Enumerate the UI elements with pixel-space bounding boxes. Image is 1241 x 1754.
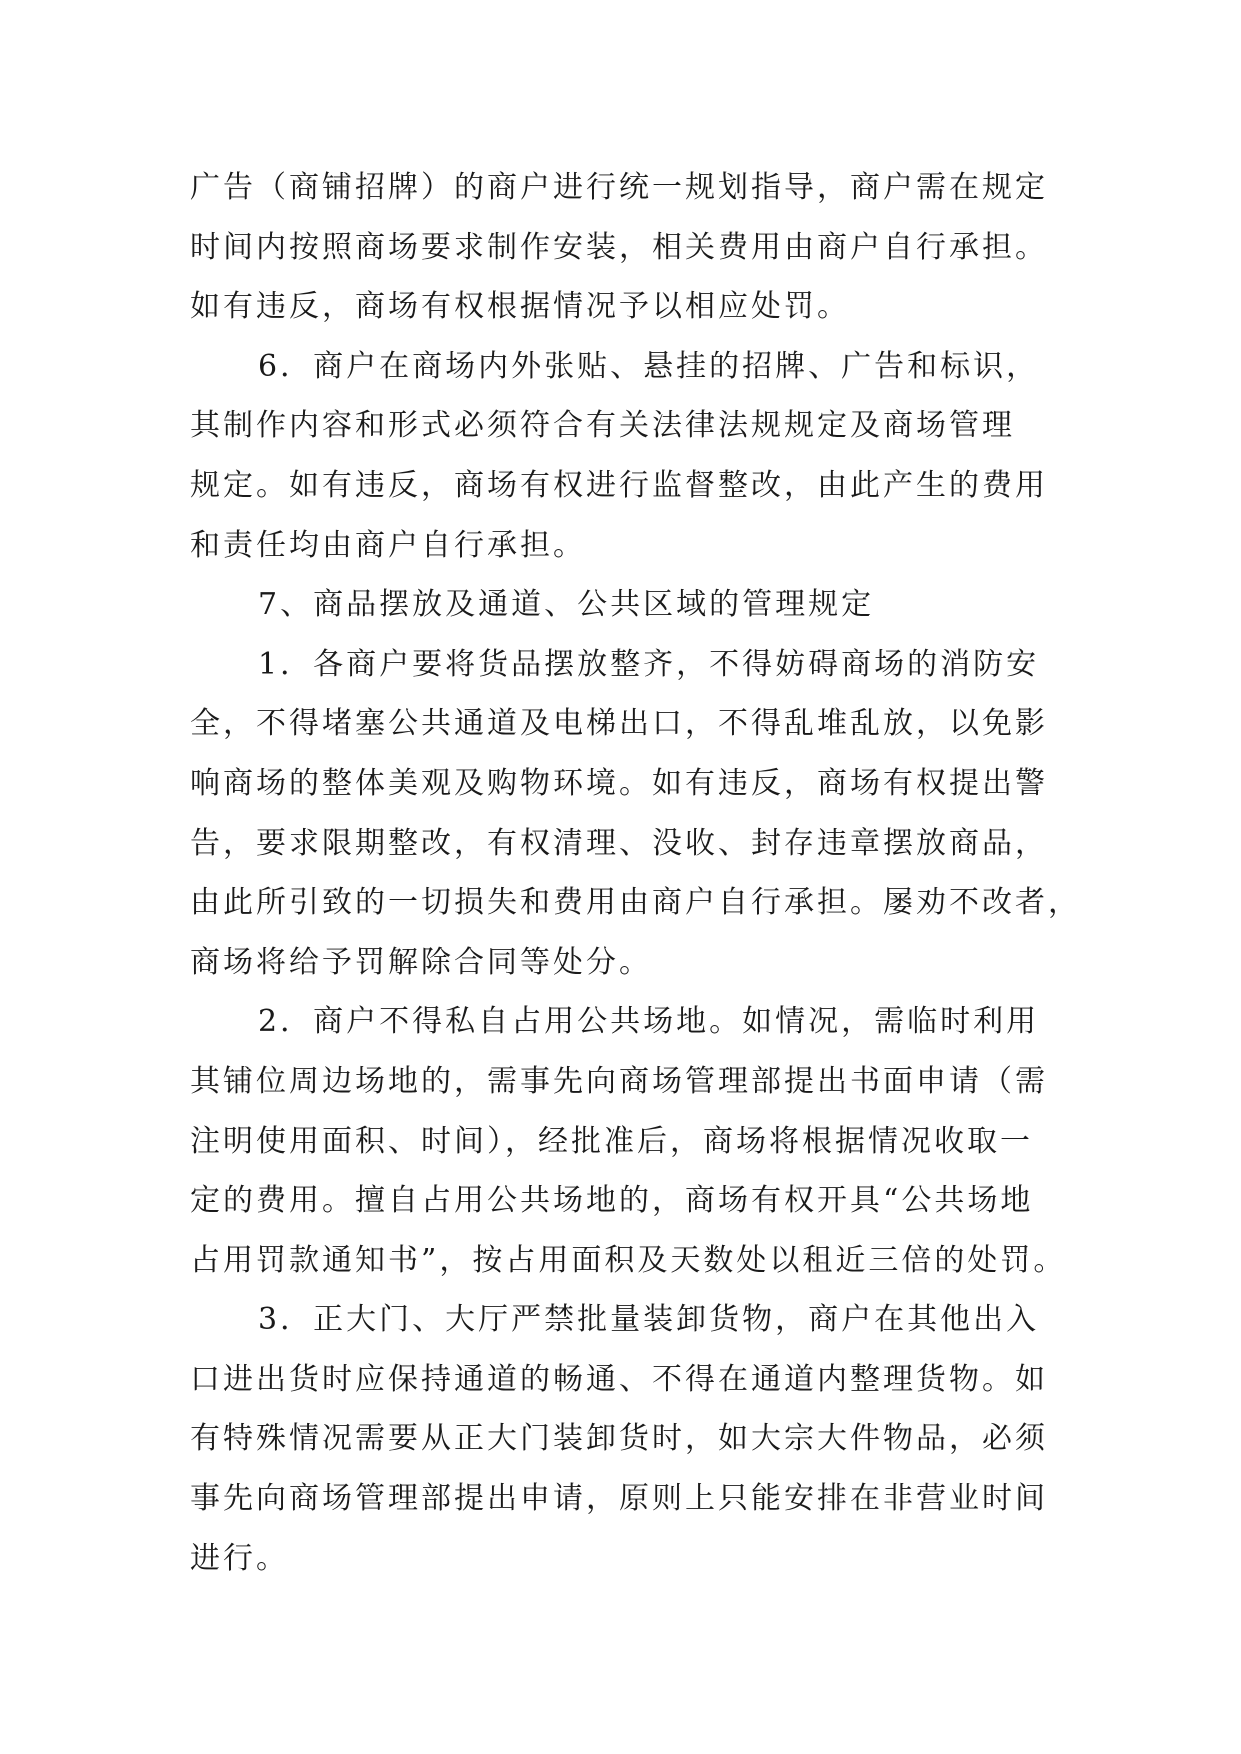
text-line: 广告（商铺招牌）的商户进行统一规划指导，商户需在规定: [190, 170, 1048, 205]
text-line: 2．商户不得私自占用公共场地。如情况，需临时利用: [258, 1004, 1040, 1040]
text-line: 时间内按照商场要求制作安装，相关费用由商户自行承担。: [190, 229, 1048, 265]
text-line: 有特殊情况需要从正大门装卸货时，如大宗大件物品，必须: [190, 1421, 1048, 1457]
paragraph-rule-2: [190, 992, 1067, 1290]
text-line: 其制作内容和形式必须符合有关法律法规规定及商场管理: [190, 408, 1015, 444]
text-line: 响商场的整体美观及购物环境。如有违反，商场有权提出警: [190, 765, 1048, 801]
text-line: 注明使用面积、时间），经批准后，商场将根据情况收取一: [190, 1123, 1033, 1159]
section-heading-7: [190, 575, 1060, 635]
text-line: 6．商户在商场内外张贴、悬挂的招牌、广告和标识，: [258, 348, 1040, 384]
text-line: 1．各商户要将货品摆放整齐，不得妨碍商场的消防安: [258, 646, 1040, 682]
text-line: 全，不得堵塞公共通道及电梯出口，不得乱堆乱放，以免影: [190, 706, 1048, 742]
document-body: [190, 158, 1081, 1588]
text-line: 告，要求限期整改，有权清理、没收、封存违章摆放商品，: [190, 825, 1048, 861]
paragraph-rule-3: [190, 1290, 1060, 1588]
section-heading: 7、商品摆放及通道、公共区域的管理规定: [258, 587, 875, 623]
paragraph-item-6: [190, 337, 1060, 575]
paragraph-rule-1: [190, 635, 1081, 993]
text-line: 定的费用。擅自占用公共场地的，商场有权开具“公共场地: [190, 1183, 1034, 1219]
text-line: 进行。: [190, 1540, 289, 1576]
text-line: 规定。如有违反，商场有权进行监督整改，由此产生的费用: [190, 467, 1048, 503]
text-line: 商场将给予罚解除合同等处分。: [190, 944, 652, 980]
text-line: 占用罚款通知书”，按占用面积及天数处以租近三倍的处罚。: [190, 1242, 1067, 1278]
paragraph-signage-continued: [190, 158, 1060, 337]
text-line: 和责任均由商户自行承担。: [190, 527, 586, 563]
text-line: 口进出货时应保持通道的畅通、不得在通道内整理货物。如: [190, 1361, 1048, 1397]
text-line: 由此所引致的一切损失和费用由商户自行承担。屡劝不改者，: [190, 885, 1081, 921]
text-line: 如有违反，商场有权根据情况予以相应处罚。: [190, 289, 850, 325]
text-line: 其铺位周边场地的，需事先向商场管理部提出书面申请（需: [190, 1063, 1048, 1099]
text-line: 3．正大门、大厅严禁批量装卸货物，商户在其他出入: [258, 1302, 1040, 1338]
text-line: 事先向商场管理部提出申请，原则上只能安排在非营业时间: [190, 1481, 1048, 1517]
